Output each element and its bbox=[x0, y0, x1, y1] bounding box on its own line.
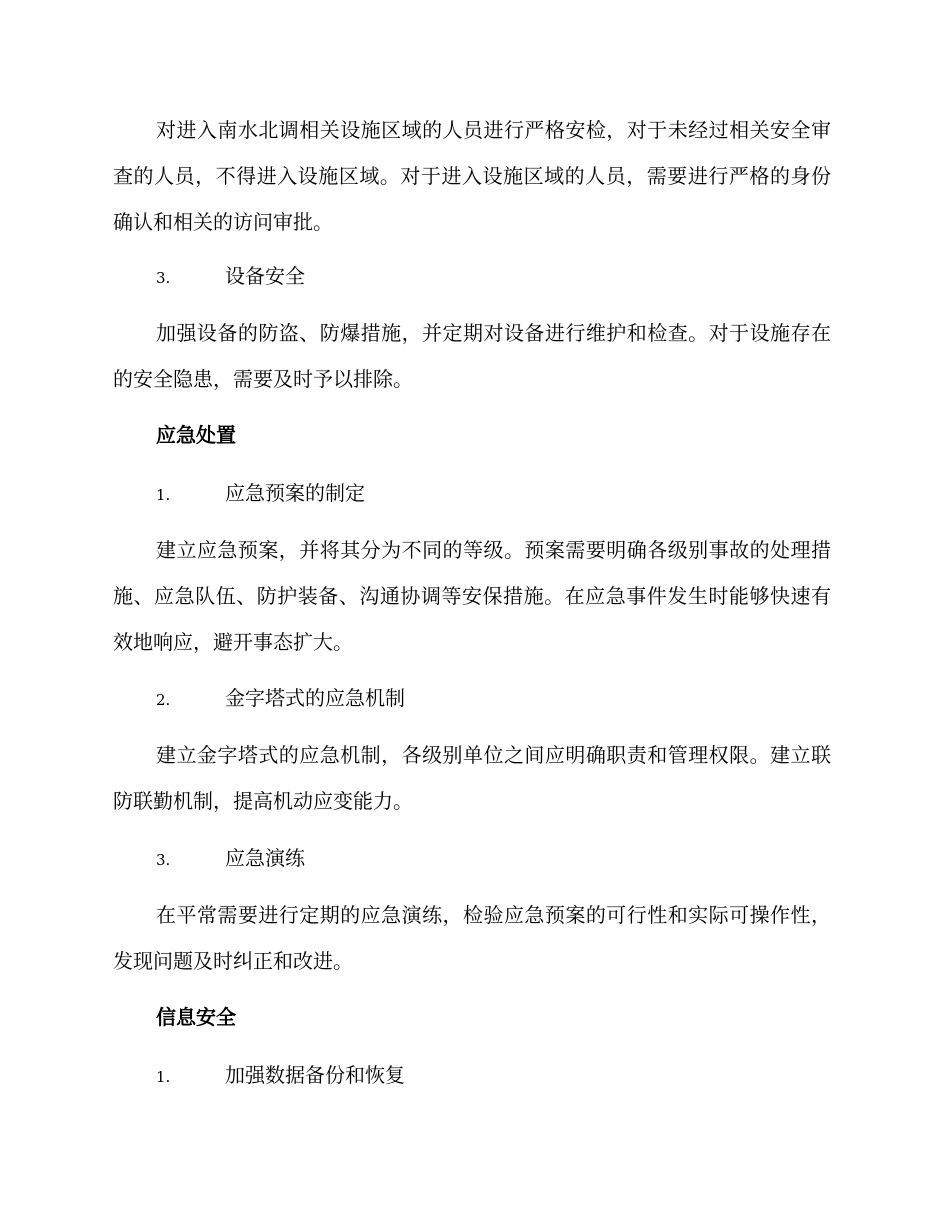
list-number: 1. bbox=[156, 1068, 171, 1086]
paragraph-security-check bbox=[113, 107, 831, 245]
paragraph-emergency-plan bbox=[113, 527, 831, 665]
list-item-text: 金字塔式的应急机制 bbox=[225, 686, 405, 710]
paragraph-pyramid-mechanism bbox=[113, 732, 831, 824]
list-number: 2. bbox=[156, 691, 171, 709]
paragraph-text: 加强设备的防盗、防爆措施，并定期对设备进行维护和检查。对于设施存在的安全隐患，需要及时予以排除。 bbox=[113, 321, 831, 391]
paragraph-text: 建立金字塔式的应急机制，各级别单位之间应明确职责和管理权限。建立联防联勤机制，提高机动应变能力。 bbox=[113, 743, 831, 813]
list-item-pyramid-mechanism bbox=[113, 675, 831, 723]
list-item-text: 应急预案的制定 bbox=[225, 481, 365, 505]
list-number: 3. bbox=[156, 851, 171, 869]
paragraph-text: 建立应急预案，并将其分为不同的等级。预案需要明确各级别事故的处理措施、应急队伍、防护装备、沟通协调等安保措施。在应急事件发生时能够快速有效地响应，避开事态扩大。 bbox=[113, 538, 831, 654]
list-number: 3. bbox=[156, 269, 171, 287]
heading-information-security bbox=[113, 994, 831, 1040]
paragraph-emergency-drill bbox=[113, 892, 831, 984]
list-item-equipment-security bbox=[113, 253, 831, 301]
paragraph-equipment-protection bbox=[113, 310, 831, 402]
section-heading: 应急处置 bbox=[156, 423, 236, 447]
list-item-emergency-plan bbox=[113, 470, 831, 518]
list-item-emergency-drill bbox=[113, 835, 831, 883]
list-item-text: 设备安全 bbox=[225, 264, 305, 288]
list-item-text: 应急演练 bbox=[225, 846, 305, 870]
paragraph-text: 在平常需要进行定期的应急演练，检验应急预案的可行性和实际可操作性，发现问题及时纠正和改进。 bbox=[113, 903, 831, 973]
section-heading: 信息安全 bbox=[156, 1005, 236, 1029]
list-number: 1. bbox=[156, 486, 171, 504]
heading-emergency-response bbox=[113, 412, 831, 458]
paragraph-text: 对进入南水北调相关设施区域的人员进行严格安检，对于未经过相关安全审查的人员，不得进入设施区域。对于进入设施区域的人员，需要进行严格的身份确认和相关的访问审批。 bbox=[113, 118, 831, 234]
list-item-data-backup bbox=[113, 1052, 831, 1100]
list-item-text: 加强数据备份和恢复 bbox=[225, 1063, 405, 1087]
